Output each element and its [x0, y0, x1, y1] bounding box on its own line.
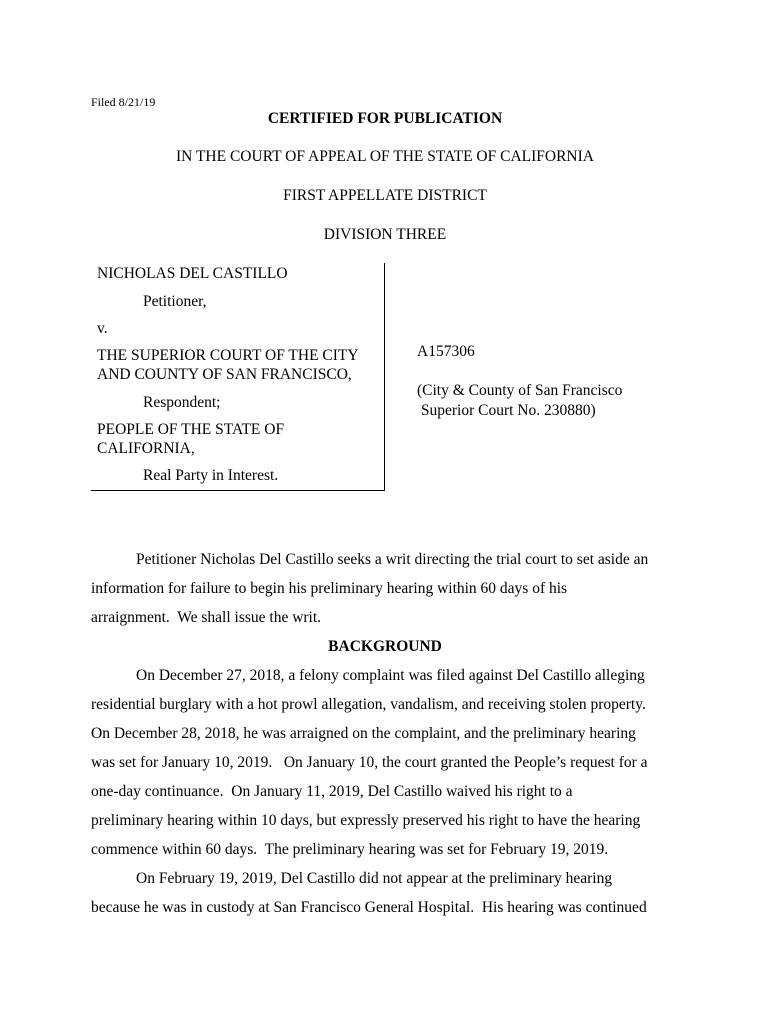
caption-horizontal-rule: [91, 490, 385, 491]
division-name: DIVISION THREE: [323, 226, 447, 243]
case-number: A157306: [417, 343, 475, 360]
para1-line-7: commence within 60 days. The preliminary hearing was set for February 19, 2019.: [91, 841, 609, 858]
background-heading: BACKGROUND: [328, 638, 442, 655]
para1-line-4: was set for January 10, 2019. On January 10, the court granted the People’s request for a: [91, 754, 648, 771]
real-party-name-line1: PEOPLE OF THE STATE OF: [97, 421, 285, 438]
respondent-name-line2: AND COUNTY OF SAN FRANCISCO,: [97, 366, 352, 383]
para2-line-2: because he was in custody at San Francisco General Hospital. His hearing was continued: [91, 899, 647, 916]
petitioner-role: Petitioner,: [143, 293, 207, 310]
court-name: IN THE COURT OF APPEAL OF THE STATE OF CALIFORNIA: [176, 148, 594, 165]
intro-line-3: arraignment. We shall issue the writ.: [91, 609, 322, 626]
para1-line-2: residential burglary with a hot prowl allegation, vandalism, and receiving stolen property.: [91, 696, 646, 713]
para2-line-1: On February 19, 2019, Del Castillo did not appear at the preliminary hearing: [136, 870, 613, 887]
respondent-role: Respondent;: [143, 394, 221, 411]
intro-line-2: information for failure to begin his preliminary hearing within 60 days of his: [91, 580, 568, 597]
real-party-role: Real Party in Interest.: [143, 467, 279, 484]
versus: v.: [97, 320, 108, 337]
lower-court-line1: (City & County of San Francisco: [417, 382, 623, 399]
para1-line-6: preliminary hearing within 10 days, but expressly preserved his right to have the hearing: [91, 812, 641, 829]
lower-court-line2: Superior Court No. 230880): [417, 402, 596, 419]
certified-heading: CERTIFIED FOR PUBLICATION: [267, 110, 503, 127]
para1-line-5: one-day continuance. On January 11, 2019, Del Castillo waived his right to a: [91, 783, 573, 800]
para1-line-1: On December 27, 2018, a felony complaint was filed against Del Castillo alleging: [136, 667, 645, 684]
respondent-name-line1: THE SUPERIOR COURT OF THE CITY: [97, 347, 359, 364]
appellate-district: FIRST APPELLATE DISTRICT: [283, 187, 487, 204]
petitioner-name: NICHOLAS DEL CASTILLO: [97, 265, 288, 282]
para1-line-3: On December 28, 2018, he was arraigned on the complaint, and the preliminary hearing: [91, 725, 636, 742]
caption-vertical-rule: [384, 263, 385, 491]
filed-date: Filed 8/21/19: [91, 95, 156, 109]
intro-line-1: Petitioner Nicholas Del Castillo seeks a writ directing the trial court to set aside an: [136, 551, 649, 568]
real-party-name-line2: CALIFORNIA,: [97, 440, 195, 457]
